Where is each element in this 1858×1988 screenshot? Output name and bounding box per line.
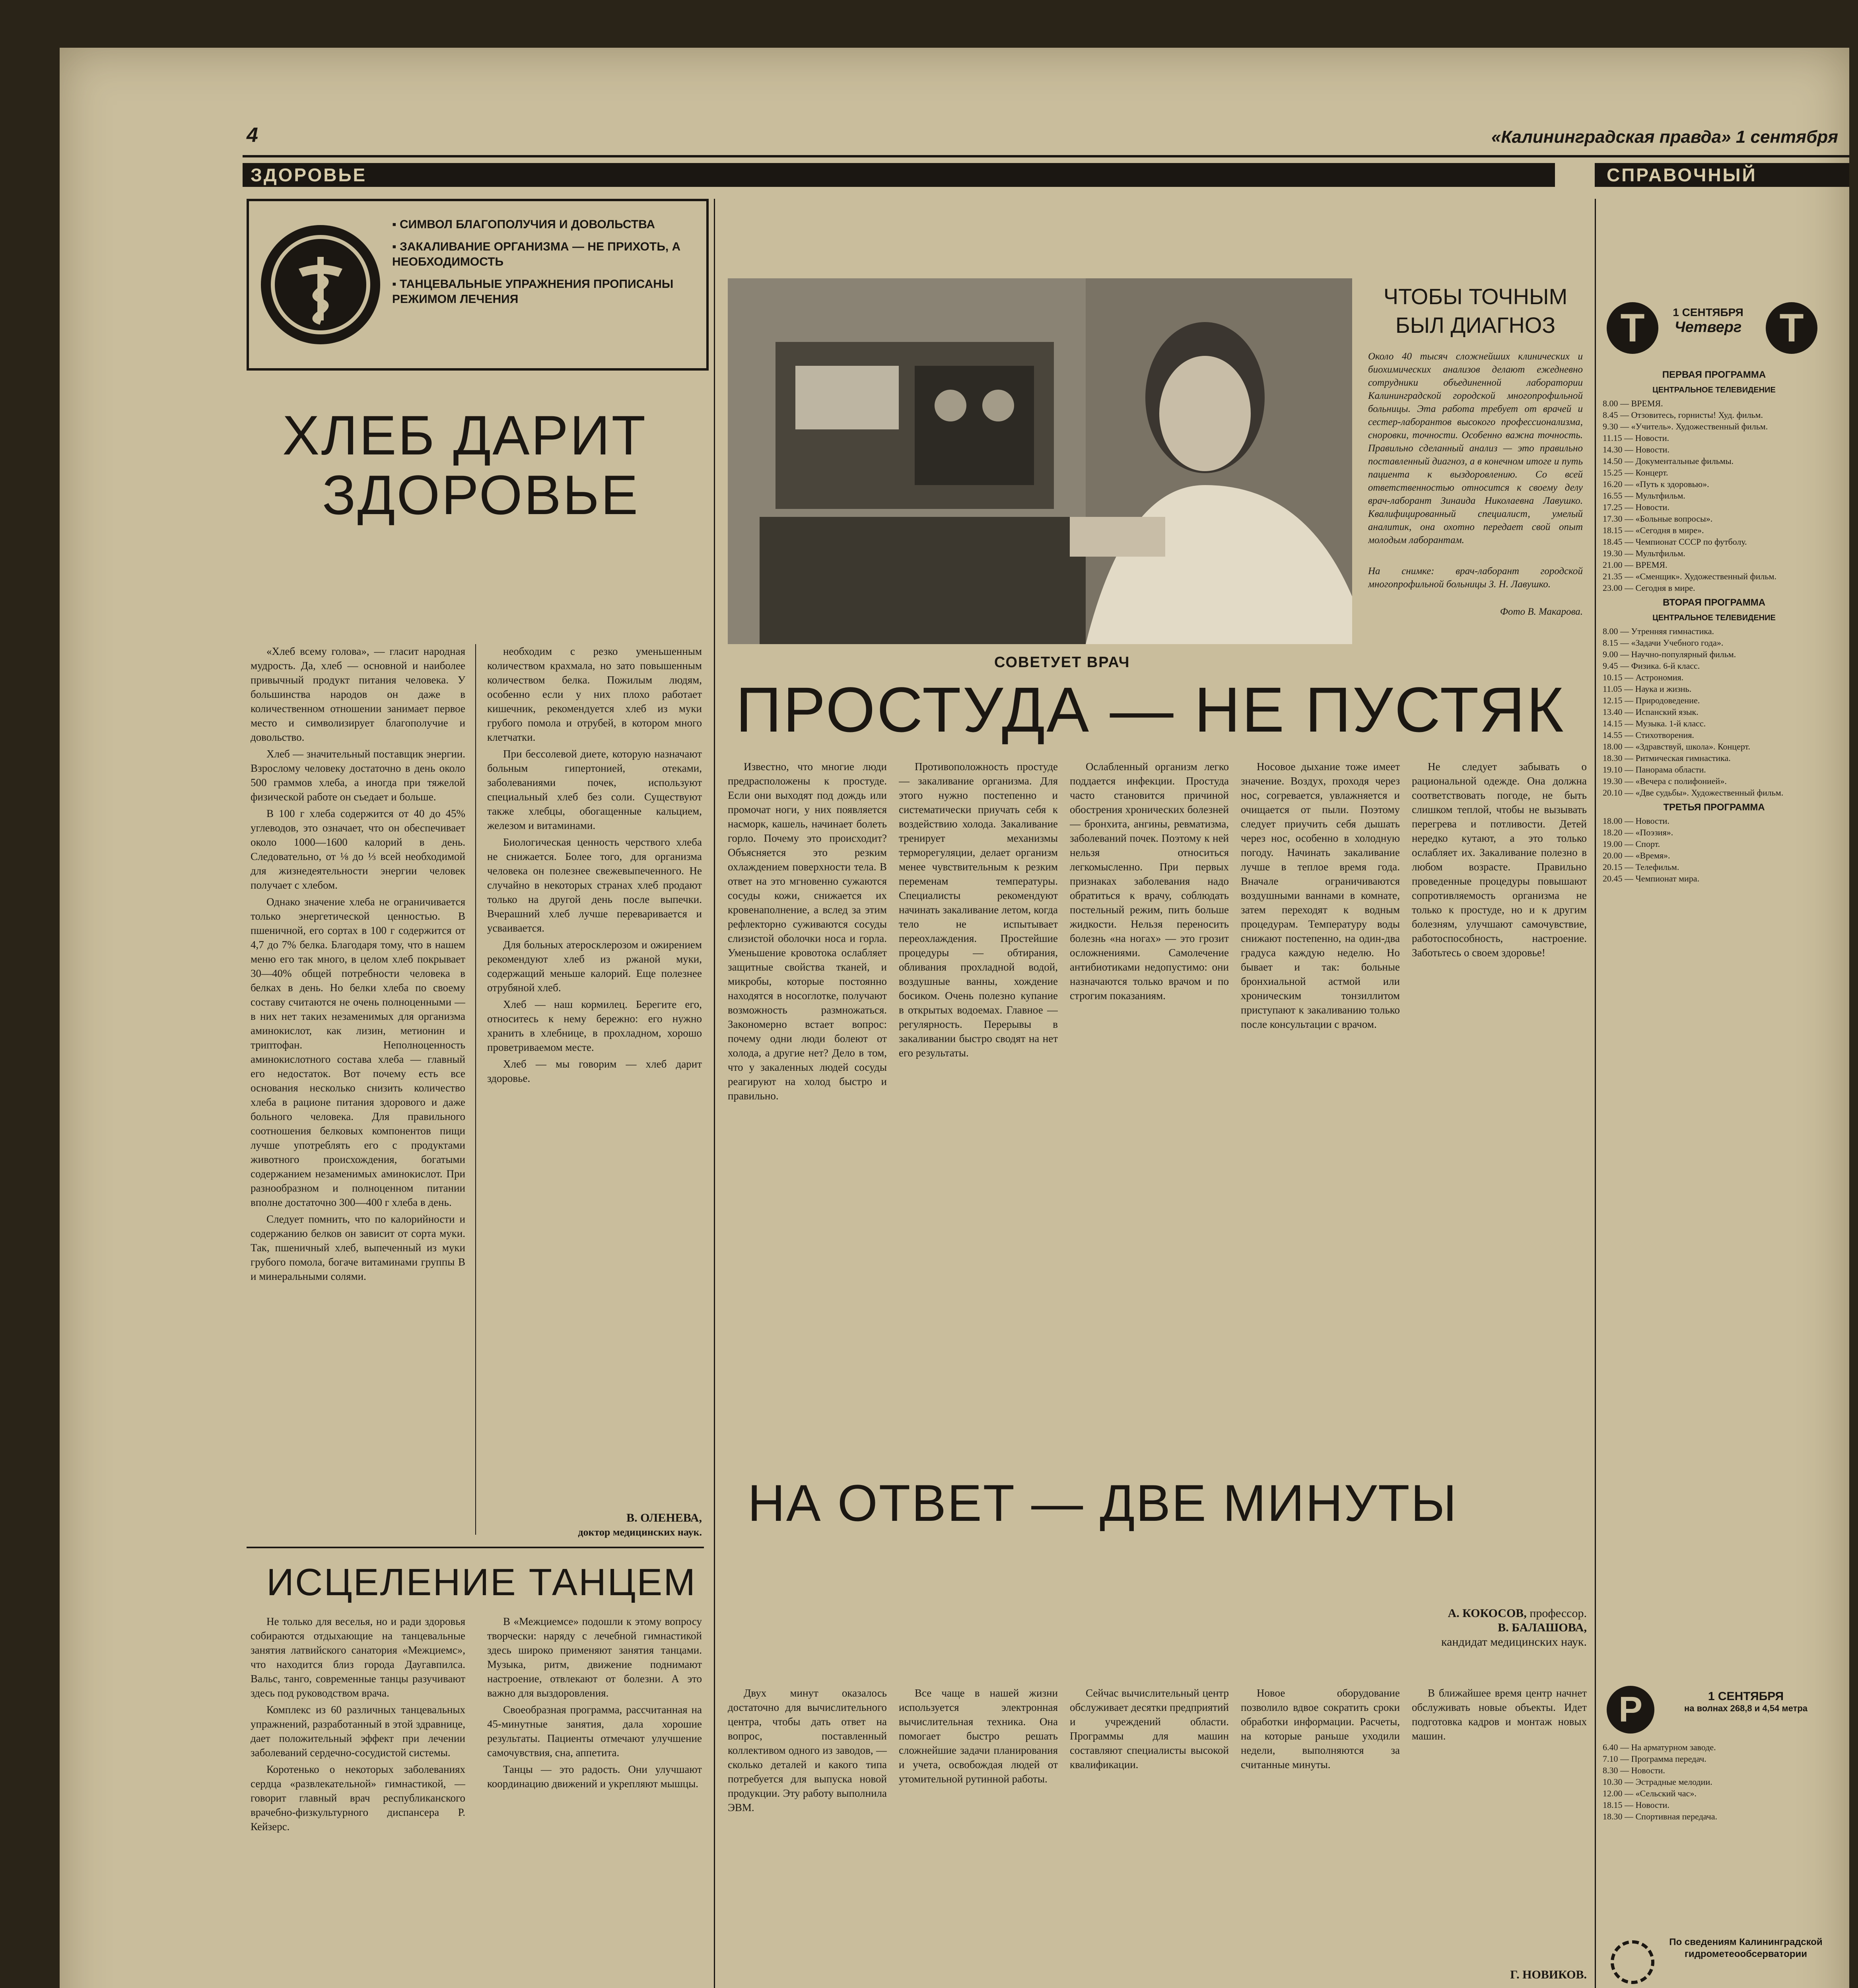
section-rule <box>247 1547 704 1548</box>
newspaper-page <box>60 48 1849 1988</box>
two-minutes-column-1: Двух минут оказалось достаточно для вычислительного центра, чтобы дать ответ на вопрос, поставленный коллективом одного из заводов, — сколько деталей и какого типа потребуется для выпуска новой продукции. Эту работу выполнила ЭВМ. <box>728 1687 887 1813</box>
tv-date: 1 СЕНТЯБРЯ Четверг <box>1673 306 1743 336</box>
tv-program-list: ПЕРВАЯ ПРОГРАММА ЦЕНТРАЛЬНОЕ ТЕЛЕВИДЕНИЕ 8.00 — ВРЕМЯ. 8.45 — Отзовитесь, горнисты! Худ. фильм. 9.30 — «Учитель». Художественный фильм. 11.15 — Новости. 14.30 — Новости. 14.50 — Документальные фильмы. 15.25 — Концерт. 16.20 — «Путь к здоровью». 16.55 — Мультфильм. 17.25 — Новости. 17.30 — «Больные вопросы». 18.15 — «Сегодня в мире». 18.45 — Чемпионат СССР по футболу. 19.30 — Мультфильм. 21.00 — ВРЕМЯ. 21.35 — «Сменщик». Художественный фильм. 23.00 — Сегодня в мире. ВТОРАЯ ПРОГРАММА ЦЕНТРАЛЬНОЕ ТЕЛЕВИДЕНИЕ 8.00 — Утренняя гимнастика. 8.15 — «Задачи Учебного года». 9.00 — Научно-популярный фильм. 9.45 — Физика. 6-й класс. 10.15 — Астрономия. 11.05 — Наука и жизнь. 12.15 — Природоведение. 13.40 — Испанский язык. 14.15 — Музыка. 1-й класс. 14.55 — Стихотворения. 18.00 — «Здравствуй, школа». Концерт. 18.30 — Ритмическая гимнастика. 19.10 — Панорама области. 19.30 — «Вечера с полифонией». 20.10 — «Две судьбы». Художественный фильм. ТРЕТЬЯ ПРОГРАММА 18.00 — Новости. 18.20 — «Поэзия». 19.00 — Спорт. 20.00 — «Время». 20.15 — Телефильм. 20.45 — Чемпионат мира. <box>1603 369 1784 883</box>
two-minutes-author: Г. НОВИКОВ. <box>1510 1968 1587 1981</box>
vertical-rule-right <box>1595 199 1596 1988</box>
lab-caption: На снимке: врач-лаборант городской многопрофильной больницы З. Н. Лавушко. <box>1368 566 1583 590</box>
radio-date: 1 СЕНТЯБРЯ на волнах 268,8 и 4,54 метра <box>1684 1690 1807 1713</box>
cold-column-1: Известно, что многие люди предрасположены к простуде. Если они выходят под дождь или промочат ноги, у них появляется насморк, кашель, начинает болеть горло. Почему это происходит? Объясняется это резким охлаждением поверхности тела. В ответ на это мгновенно сужаются сосуды кожи, снижается их кровенаполнение, а вслед за этим рефлекторно суживаются сосуды слизистой оболочки носа и горла. Уменьшение кровотока ослабляет защитные свойства тканей, и микробы, которые постоянно находятся в носоглотке, получают возможность размножаться. Закономерно встает вопрос: почему одни люди болеют от холода, а другие нет? Дело в том, что у закаленных людей сосуды реагируют на холод быстро и правильно. <box>728 761 887 1102</box>
cold-title: ПРОСТУДА — НЕ ПУСТЯК <box>736 674 1565 745</box>
section-health-label: ЗДОРОВЬЕ <box>251 165 367 185</box>
two-minutes-column-2: Все чаще в нашей жизни используется электронная вычислительная техника. Она помогает быстро решать сложнейшие задачи планирования и учета, освобождая людей от утомительной рутинной работы. <box>899 1687 1058 1785</box>
top-rule <box>243 155 1849 157</box>
tv-logo-icon: Т <box>1607 302 1658 354</box>
two-minutes-column-4: Новое оборудование позволило вдвое сократить сроки обработки информации. Расчеты, на которые раньше уходили недели, выполняются за считанные минуты. <box>1241 1687 1400 1771</box>
medical-emblem-icon <box>261 225 380 344</box>
lab-photo <box>728 278 1352 644</box>
dance-column-1: Не только для веселья, но и ради здоровья собираются отдыхающие на танцевальные занятия латвийского санатория «Межциемс», что находится близ города Даугавпилса. Вальс, танго, современные танцы разучивают здесь под руководством врача. Комплекс из 60 различных танцевальных упражнений, разработанный в этой здравнице, дает положительный эффект при лечении заболеваний сердечно-сосудистой системы. Коротенько о некоторых заболеваниях сердца «развлекательной» гимнастикой, — говорит главный врач республиканского врачебно-физкультурного диспансера Р. Кейзерс. <box>251 1615 465 1833</box>
two-minutes-column-5: В ближайшее время центр начнет обслуживать новые объекты. Идет подготовка кадров и монтаж новых машин. <box>1412 1687 1587 1742</box>
page-number: 4 <box>247 124 258 147</box>
column-rule <box>475 644 476 1535</box>
weather-icon <box>1611 1940 1654 1984</box>
vertical-rule <box>714 199 715 1988</box>
paper-name: «Калининградская правда» 1 сентября <box>1491 127 1839 147</box>
cold-column-5: Не следует забывать о рациональной одежде. Она должна соответствовать погоде, не быть слишком теплой, чтобы не вызывать перегрева и потливости. Детей нередко кутают, а это только ослабляет их. Закаливание полезно в любом возрасте. Правильно проведенные процедуры повышают сопротивляемость организма не только к простуде, но и к другим болезням, улучшают самочувствие, работоспособность, настроение. Заботьтесь о своем здоровье! <box>1412 761 1587 959</box>
weather-title: По сведениям Калининградской гидрометеообсерватории <box>1669 1937 1823 1959</box>
cold-kicker: СОВЕТУЕТ ВРАЧ <box>994 654 1130 671</box>
cold-authors: А. КОКОСОВ, профессор. В. БАЛАШОВА, кандидат медицинских наук. <box>1441 1607 1587 1648</box>
cold-column-2: Противоположность простуде — закаливание организма. Для этого нужно постепенно и систематически приучать себя к воздействию холода. Закаливание тренирует механизмы терморегуляции, делает организм менее чувствительным к резким переменам температуры. Специалисты рекомендуют начинать закаливание летом, когда тело не испытывает переохлаждения. Простейшие процедуры — обтирания, обливания прохладной водой, воздушные ванны, хождение босиком. Очень полезно купание в открытых водоемах. Главное — регулярность. Перерывы в закаливании быстро сводят на нет его результаты. <box>899 761 1058 1059</box>
radio-logo-icon: Р <box>1607 1686 1654 1734</box>
bread-author: В. ОЛЕНЕВА, доктор медицинских наук. <box>578 1511 702 1538</box>
lab-title: ЧТОБЫ ТОЧНЫМ БЫЛ ДИАГНОЗ <box>1383 284 1568 338</box>
photo-credit: Фото В. Макарова. <box>1500 606 1583 617</box>
section-health <box>243 163 1555 187</box>
section-reference-label: СПРАВОЧНЫЙ <box>1607 165 1757 185</box>
contents-item: ▪ ТАНЦЕВАЛЬНЫЕ УПРАЖНЕНИЯ ПРОПИСАНЫ РЕЖИМОМ ЛЕЧЕНИЯ <box>392 278 674 306</box>
dance-column-2: В «Межциемсе» подошли к этому вопросу творчески: наряду с лечебной гимнастикой здесь широко применяют занятия танцами. Музыка, ритм, движение поднимают настроение, отвлекают от болезни. А это важно для выздоровления. Своеобразная программа, рассчитанная на 45-минутные занятия, дала хорошие результаты. Пациенты отмечают улучшение самочувствия, сна, аппетита. Танцы — это радость. Они улучшают координацию движений и укрепляют мышцы. <box>487 1615 702 1790</box>
section-reference <box>1595 163 1849 187</box>
two-minutes-title: НА ОТВЕТ — ДВЕ МИНУТЫ <box>748 1474 1458 1532</box>
contents-item: ▪ ЗАКАЛИВАНИЕ ОРГАНИЗМА — НЕ ПРИХОТЬ, А НЕОБХОДИМОСТЬ <box>392 240 681 268</box>
bread-column-2: необходим с резко уменьшенным количеством крахмала, но зато повышенным количеством белка. Пожилым людям, особенно если у них плохо работает кишечник, рекомендуется хлеб из муки грубого помола и отрубей, в котором много клетчатки. При бессолевой диете, которую назначают больным гипертонией, отеками, заболеваниями почек, используют специальный хлеб без соли. Существуют также хлебцы, обогащенные кальцием, железом и витаминами. Биологическая ценность черствого хлеба не снижается. Более того, для организма человека он полезнее свежевыпеченного. Не случайно в некоторых странах хлеб продают только на другой день после выпечки. Вчерашний хлеб лучше переваривается и усваивается. Для больных атеросклерозом и ожирением рекомендуют хлеб из ржаной муки, содержащий меньше калорий. Еще полезнее отрубяной хлеб. Хлеб — наш кормилец. Берегите его, относитесь к нему бережно: его нужно хранить в хлебнице, в прохладном, хорошо проветриваемом месте. Хлеб — мы говорим — хлеб дарит здоровье. <box>487 645 702 1084</box>
cold-column-3: Ослабленный организм легко поддается инфекции. Простуда часто становится причиной обострения хронических болезней — бронхита, ангины, ревматизма, заболеваний почек. Поэтому к ней нельзя относиться легкомысленно. При первых признаках заболевания надо обратиться к врачу, соблюдать постельный режим, пить больше жидкости. Нельзя переносить болезнь «на ногах» — это грозит осложнениями. Самолечение антибиотиками недопустимо: они назначаются только врачом и по строгим показаниям. <box>1070 761 1229 1002</box>
tv-logo-2-icon: Т <box>1766 302 1817 354</box>
bread-title: ХЛЕБ ДАРИТ ЗДОРОВЬЕ <box>282 404 647 526</box>
bread-column-1: «Хлеб всему голова», — гласит народная мудрость. Да, хлеб — основной и наиболее привычный продукт питания человека. У большинства народов он даже в количественном отношении занимает первое место и символизирует благополучие и довольство. Хлеб — значительный поставщик энергии. Взрослому человеку достаточно в день около 500 граммов хлеба, а иногда при тяжелой физической работе он съедает и больше. В 100 г хлеба содержится от 40 до 45% углеводов, это означает, что он обеспечивает около 1000—1600 калорий в день. Следовательно, от ⅛ до ⅓ всей необходимой для жизнедеятельности энергии человек получает с хлебом. Однако значение хлеба не ограничивается только энергетической ценностью. В пшеничной, его сортах в 100 г содержится от 4,7 до 7% белка. Благодаря тому, что в нашем меню его так много, в целом хлеб покрывает 30—40% общей потребности человека в белках в день. Но белки хлеба по своему составу считаются не очень полноценными — в них нет таких незаменимых для организма аминокислот, как лизин, метионин и триптофан. Неполноценность аминокислотного состава хлеба — главный его недостаток. Вот почему есть все основания несколько снизить количество хлеба в рационе питания здорового и даже больного человека. Для правильного соотношения белковых компонентов пищи лучше употреблять его с продуктами животного происхождения, богатыми содержанием незаменимых аминокислот. При разнообразном и полноценном питании вполне достаточно 300—400 г хлеба в день. Следует помнить, что по калорийности и содержанию белков он зависит от сорта муки. Так, пшеничный хлеб, выпеченный из муки грубого помола, богаче витаминами группы В и минеральными солями. <box>251 645 465 1282</box>
two-minutes-column-3: Сейчас вычислительный центр обслуживает десятки предприятий и учреждений области. Программы для машин составляют специалисты высокой квалификации. <box>1070 1687 1229 1771</box>
dance-title: ИСЦЕЛЕНИЕ ТАНЦЕМ <box>266 1561 697 1604</box>
cold-column-4: Носовое дыхание тоже имеет значение. Воздух, проходя через нос, согревается, увлажняется и очищается от пыли. Поэтому следует приучить себя дышать через нос, особенно в холодную погоду. Начинать закаливание лучше в теплое время года. Вначале ограничиваются воздушными ваннами в комнате, затем переходят к водным процедурам. Температуру воды снижают постепенно, на один-два градуса каждую неделю. Но бывает и так: больные бронхиальной астмой или хроническим тонзиллитом приступают к закаливанию только после консультации с врачом. <box>1241 761 1400 1030</box>
health-contents-box <box>247 199 709 371</box>
radio-list: 6.40 — На арматурном заводе. 7.10 — Программа передач. 8.30 — Новости. 10.30 — Эстрадные мелодии. 12.00 — «Сельский час». 18.15 — Новости. 18.30 — Спортивная передача. <box>1603 1742 1718 1821</box>
contents-item: ▪ СИМВОЛ БЛАГОПОЛУЧИЯ И ДОВОЛЬСТВА <box>392 218 655 231</box>
lab-text: Около 40 тысяч сложнейших клинических и биохимических анализов делают ежедневно сотрудники объединенной лаборатории Калининградской городской многопрофильной больницы. Эта работа требует от врачей и сестер-лаборантов высокого профессионализма, сноровки, точности. Особенно важна точность. Правильно сделанный анализ — это правильно поставленный диагноз, а в конечном итоге и путь пациента к выздоровлению. Со всей ответственностью относится к своему делу врач-лаборант Зинаида Николаевна Лавушко. Квалифицированный специалист, умелый аналитик, она охотно передает свой опыт молодым лаборантам. <box>1368 351 1583 546</box>
health-contents-list <box>392 217 694 307</box>
